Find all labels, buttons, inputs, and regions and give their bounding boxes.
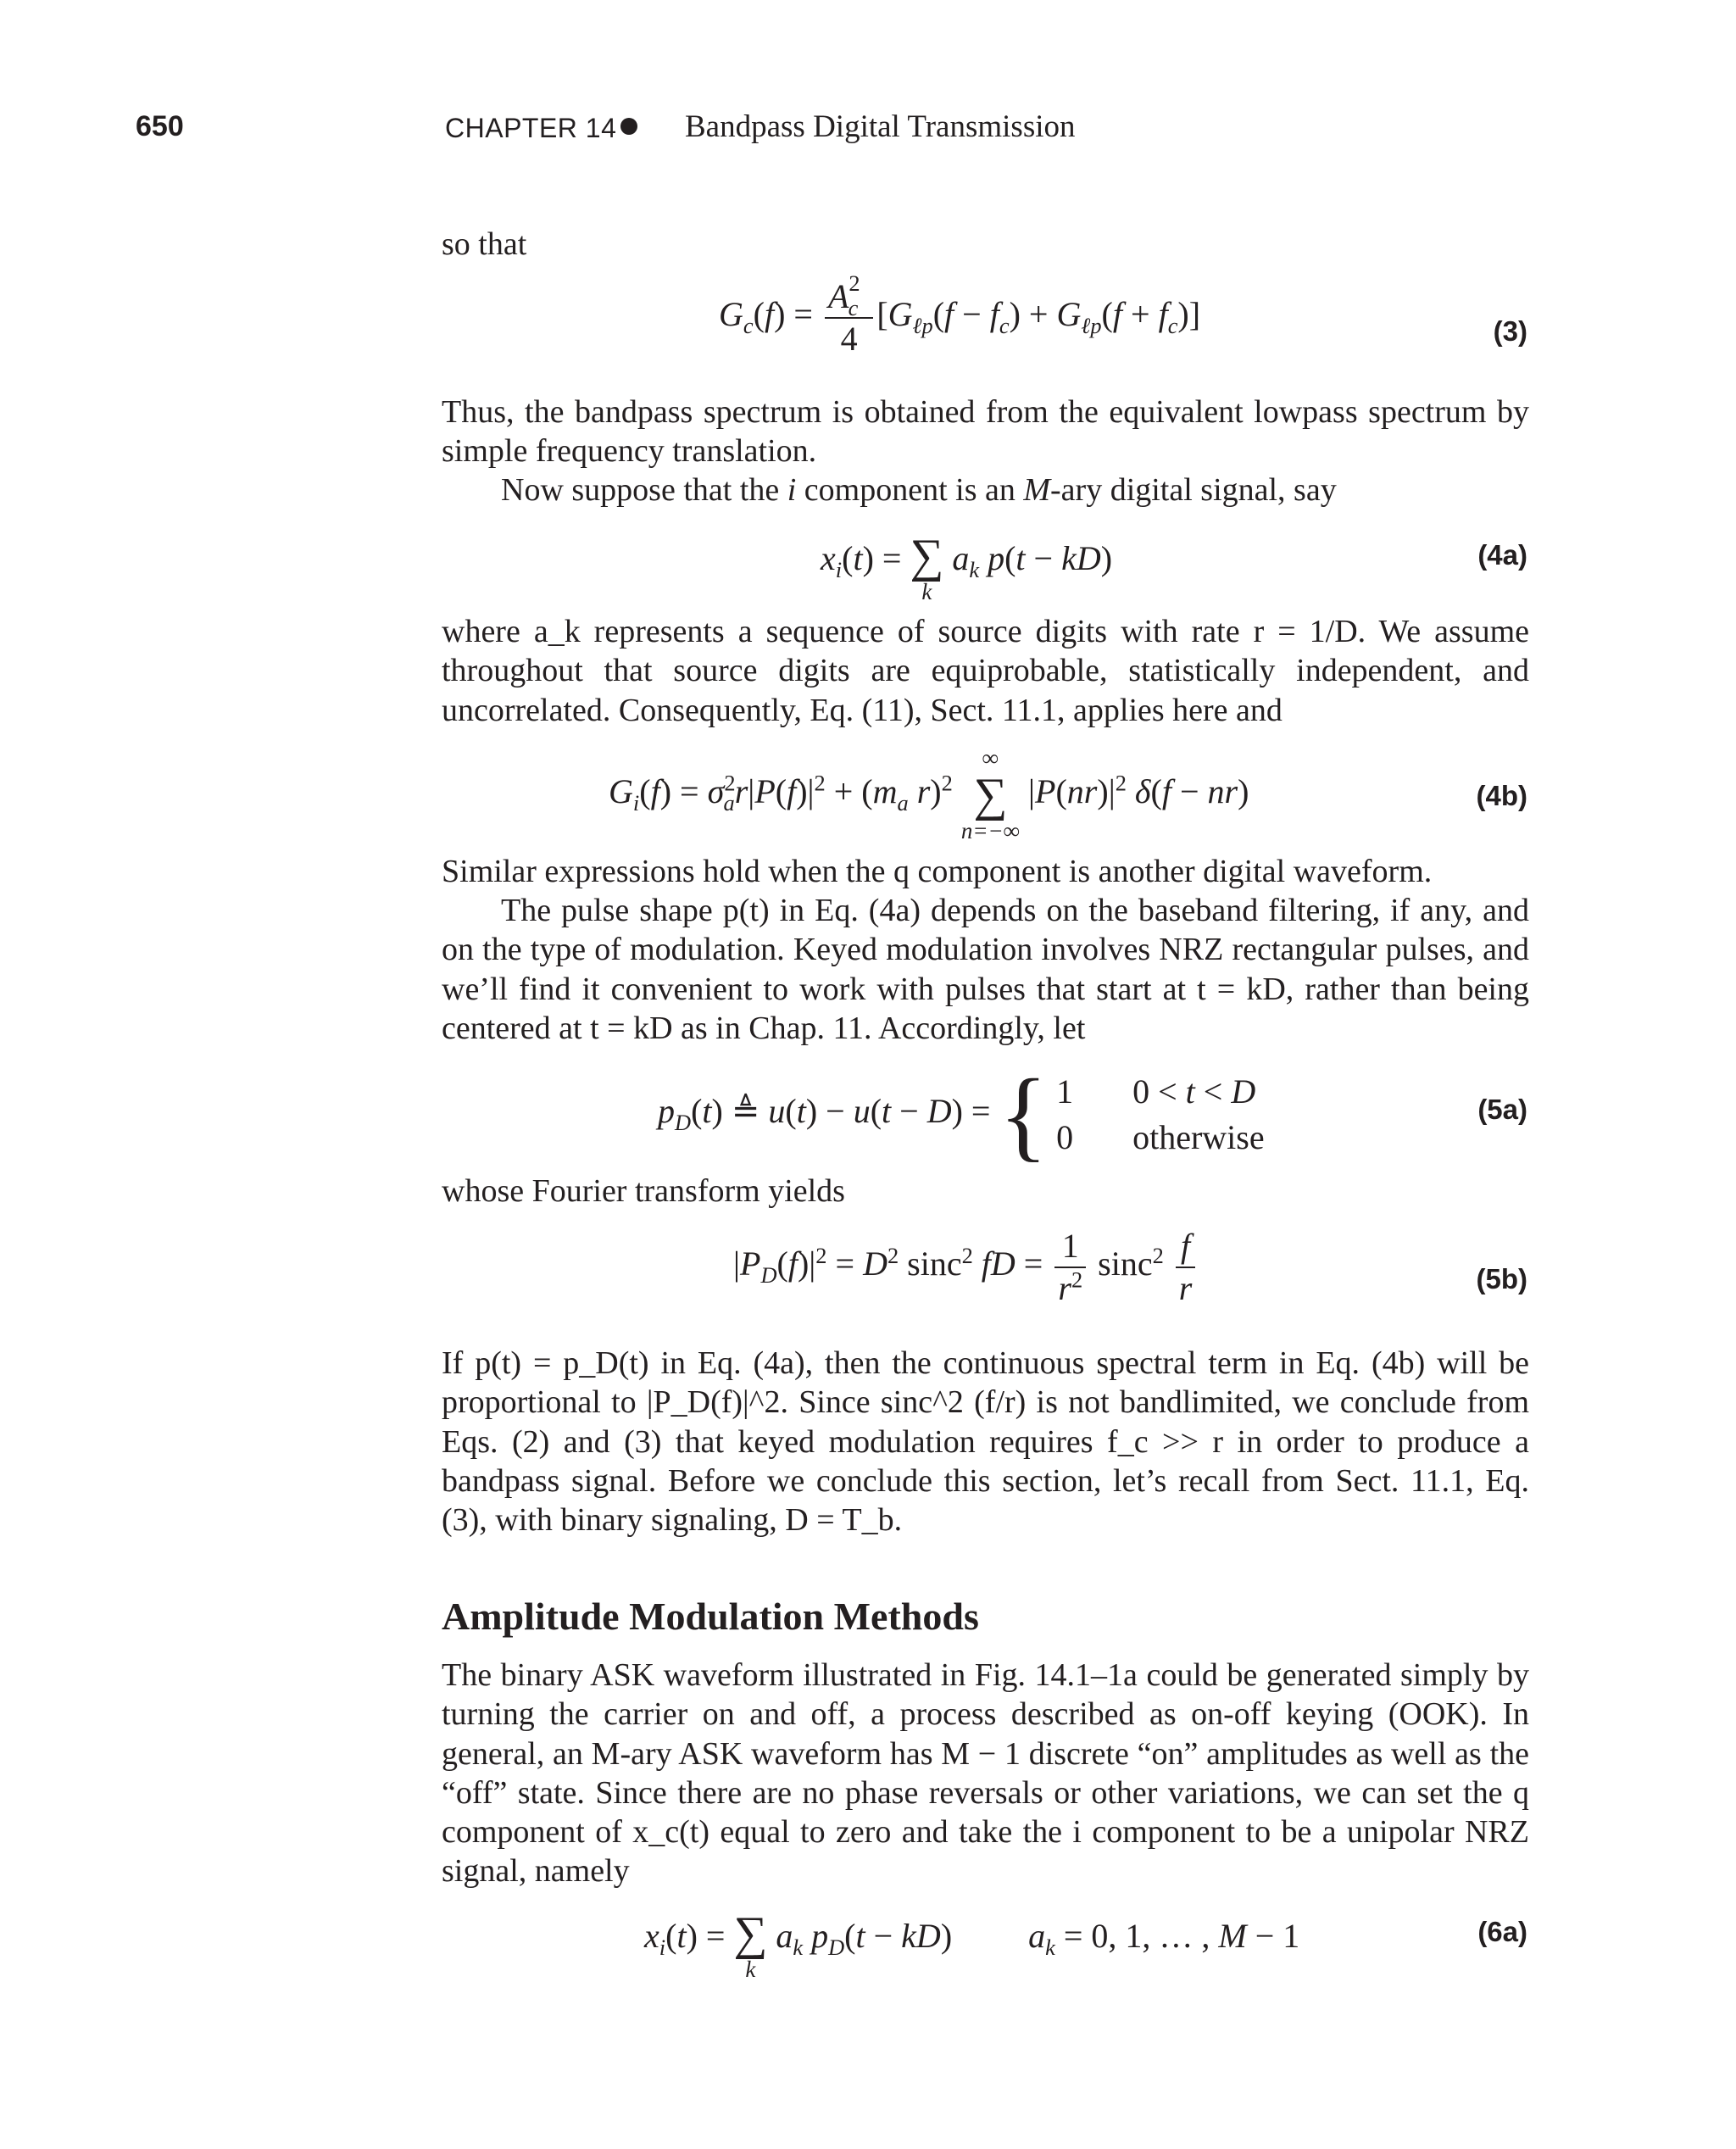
equation-5b: $|P_D(f)|^2 = D^2$ sinc$^2$ fD = $\frac{1}{r^2}$ sinc$^2$ $\frac{f}{r}$ (733, 1229, 1199, 1306)
paragraph-similar-expressions: Similar expressions hold when the q component is another digital waveform. (442, 854, 1433, 889)
equation-6a: $x_i(t)$ = ∑ k $a_k$ $p_D(t - kD) a_k = 0$, 1, … , M − 1 (644, 1907, 1300, 1982)
bullet-separator (620, 118, 637, 135)
equation-number-5b: (5b) (1476, 1263, 1527, 1294)
paragraph-bandpass-spectrum: Thus, the bandpass spectrum is obtained from the equivalent lowpass spectrum by simple frequency translation. (442, 394, 1529, 470)
equation-number-5a: (5a) (1477, 1094, 1527, 1125)
equation-number-4a: (4a) (1477, 539, 1527, 571)
equation-3: $G_c(f)$ = $\frac{A^2_c}{4}$ $[G_{\ell p}(f - f_c) + G_{\ell p}(f + f_c)]$ (719, 270, 1201, 358)
paragraph-now-suppose (442, 470, 1529, 509)
equation-5a: $p_D(t)$ ≜ u(t) − u(t − D) = { 1 0 < t < D 0 otherwise (658, 1058, 1265, 1171)
paragraph-binary-ask: The binary ASK waveform illustrated in Fig. 14.1–1a could be generated simply by turning the carrier on and off, a process described as on-off keying (OOK). In general, an M-ary ASK waveform has M − 1 discrete “on” amplitudes as well as the “off” state. Since there are no phase reversals or other variations, we can set the q component of x_c(t) equal to zero and take the i component to be a unipolar NRZ signal, namely (442, 1657, 1529, 1890)
paragraph-so-that: so that (442, 226, 527, 262)
text-run-italic: M (1023, 472, 1051, 508)
text-run: Now suppose that the (501, 472, 787, 508)
equation-4a: $x_i(t)$ = ∑ k $a_k$ p(t − kD) (821, 530, 1113, 604)
page-number: 650 (136, 110, 184, 142)
paragraph-pulse-shape: The pulse shape p(t) in Eq. (4a) depends on the baseband filtering, if any, and on the type of modulation. Keyed modulation involves NRZ rectangular pulses, and we’ll find it convenient to work with pulses that start at t = kD, rather than being centered at t = kD as in Chap. 11. Accordingly, let (442, 893, 1529, 1046)
running-head-chapter: CHAPTER 14 (445, 113, 617, 143)
paragraph-fourier: whose Fourier transform yields (442, 1173, 845, 1209)
equation-number-4b: (4b) (1476, 780, 1527, 811)
text-run: -ary digital signal, say (1050, 472, 1337, 508)
text-run: component is an (796, 472, 1024, 508)
section-heading: Amplitude Modulation Methods (442, 1595, 979, 1638)
paragraph-if-p-equals: If p(t) = p_D(t) in Eq. (4a), then the continuous spectral term in Eq. (4b) will be proportional to |P_D(f)|^2. Since sinc^2 (f/r) is not bandlimited, we conclude from Eqs. (2) and (3) that keyed modulation requires f_c >> r in order to produce a bandpass signal. Before we conclude this section, let’s recall from Sect. 11.1, Eq. (3), with binary signaling, D = T_b. (442, 1345, 1529, 1539)
equation-number-6a: (6a) (1477, 1916, 1527, 1947)
paragraph-where-ak: where a_k represents a sequence of source digits with rate r = 1/D. We assume throughout that source digits are equiprobable, statistically independent, and uncorrelated. Consequently, Eq. (11), Sect. 11.1, applies here and (442, 614, 1529, 728)
equation-number-3: (3) (1493, 315, 1527, 347)
text-run-italic: i (787, 472, 797, 508)
equation-4b: $G_i(f) = \sigma^2_ar|P(f)|^2 + (m_a$ r)$^2$ ∞ ∑ n=−∞ $|P(nr)|^2$ δ(f − nr) (609, 745, 1249, 843)
running-head-title: Bandpass Digital Transmission (685, 109, 1076, 144)
